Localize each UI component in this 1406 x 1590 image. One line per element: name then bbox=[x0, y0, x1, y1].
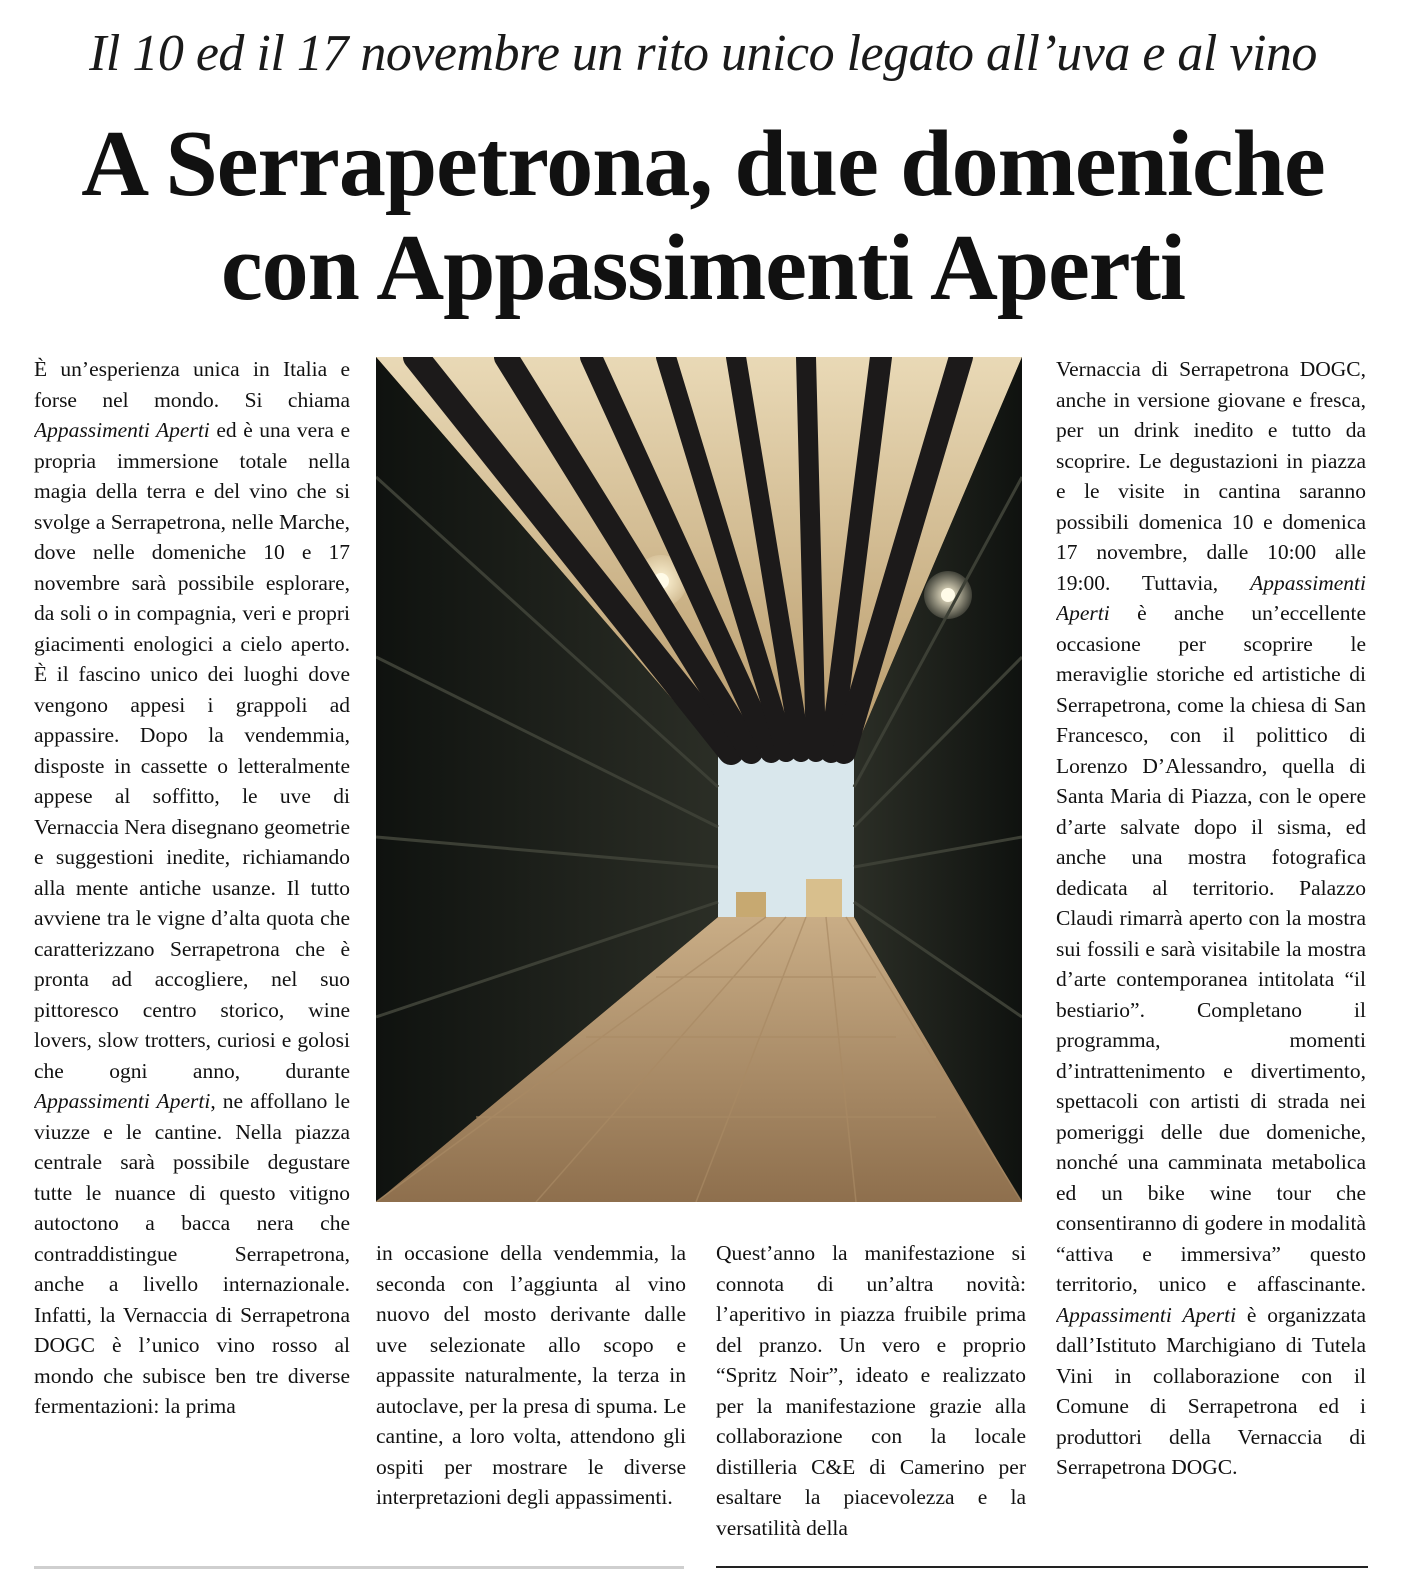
col4-text-3: è organizzata dall’Istituto Marchigiano di Tutela Vini in collaborazione con il Comune di Serrapetrona ed i produttori della Vernaccia di Serrapetrona DOGC. bbox=[1056, 1302, 1366, 1479]
article-column-4 bbox=[1056, 354, 1366, 1554]
column-2-paragraph: in occasione della vendemmia, la seconda con l’aggiunta al vino nuovo del mosto derivante dalle uve selezionate allo scopo e appassite naturalmente, la terza in autoclave, per la presa di spuma. Le cantine, a loro volta, attendono gli ospiti per mostrare le diverse interpretazioni degli appassimenti. bbox=[376, 1241, 686, 1509]
article-column-1 bbox=[34, 354, 350, 1554]
column-3-paragraph: Quest’anno la manifestazione si connota di un’altra novità: l’aperitivo in piazza fruibile prima del pranzo. Un vero e proprio “Spritz Noir”, ideato e realizzato per la manifestazione grazie alla collaborazione con la locale distilleria C&E di Camerino per esaltare la piacevolezza e la versatilità della bbox=[716, 1241, 1026, 1540]
headline-line-2: con Appassimenti Aperti bbox=[220, 216, 1186, 320]
col1-text-2: ed è una vera e propria immersione totale nella magia della terra e del vino che si svolge a Serrapetrona, nelle Marche, dove nelle domeniche 10 e 17 novembre sarà possibile esplorare, da soli o in compagnia, veri e propri giacimenti enologici a cielo aperto. È il fascino unico dei luoghi dove vengono appesi i grappoli ad appassire. Dopo la vendemmia, disposte in cassette o letteralmente appese al soffitto, le uve di Vernaccia Nera disegnano geometrie e suggestioni inedite, richiamando alla mente antiche usanze. Il tutto avviene tra le vigne d’alta quota che caratterizzano Serrapetrona che è pronta ad accogliere, nel suo pittoresco centro storico, wine lovers, slow trotters, curiosi e golosi che ogni anno, durante bbox=[34, 418, 350, 1083]
col1-text-1: È un’esperienza unica in Italia e forse nel mondo. Si chiama bbox=[34, 357, 350, 412]
article-column-3 bbox=[716, 1238, 1026, 1558]
event-name-emphasis: Appassimenti Aperti bbox=[1056, 570, 1366, 625]
column-1-paragraph bbox=[34, 354, 350, 1422]
bottom-divider-left bbox=[34, 1566, 684, 1569]
col1-text-3: , ne affollano le viuzze e le cantine. Nella piazza centrale sarà possibile degustare tutte le nuance di questo vitigno autoctono a bacca nera che contraddistingue Serrapetrona, anche a livello internazionale. Infatti, la Vernaccia di Serrapetrona DOGC è l’unico vino rosso al mondo che subisce ben tre diverse fermentazioni: la prima bbox=[34, 1089, 350, 1418]
bottom-divider-right bbox=[716, 1566, 1368, 1568]
column-4-paragraph bbox=[1056, 354, 1366, 1483]
headline-line-1: A Serrapetrona, due domeniche bbox=[81, 112, 1325, 216]
grape-drying-cellar-photo bbox=[376, 357, 1022, 1202]
col4-text-1: Vernaccia di Serrapetrona DOGC, anche in versione giovane e fresca, per un drink inedito e tutto da scoprire. Le degustazioni in piazza e le visite in cantina saranno possibili domenica 10 e domenica 17 novembre, dalle 10:00 alle 19:00. Tuttavia, bbox=[1056, 357, 1366, 595]
event-name-emphasis: Appassimenti Aperti bbox=[34, 418, 210, 442]
event-name-emphasis: Appassimenti Aperti bbox=[1056, 1302, 1237, 1327]
event-name-emphasis: Appassimenti Aperti bbox=[34, 1089, 211, 1113]
col4-text-2: è anche un’eccellente occasione per scoprire le meraviglie storiche ed artistiche di Serrapetrona, come la chiesa di San Francesco, con il polittico di Lorenzo D’Alessandro, quella di Santa Maria di Piazza, con le opere d’arte salvate dopo il sisma, ed anche una mostra fotografica dedicata al territorio. Palazzo Claudi rimarrà aperto con la mostra sui fossili e sarà visitabile la mostra d’arte contemporanea intitolata “il bestiario”. Completano il programma, momenti d’intrattenimento e divertimento, spettacoli con artisti di strada nei pomeriggi delle due domeniche, nonché una camminata metabolica ed un bike wine tour che consentiranno di godere in modalità “attiva e immersiva” questo territorio, unico e affascinante. bbox=[1056, 601, 1366, 1296]
article-headline bbox=[0, 112, 1406, 320]
article-column-2 bbox=[376, 1238, 686, 1558]
article-kicker: Il 10 ed il 17 novembre un rito unico legato all’uva e al vino bbox=[89, 25, 1317, 82]
